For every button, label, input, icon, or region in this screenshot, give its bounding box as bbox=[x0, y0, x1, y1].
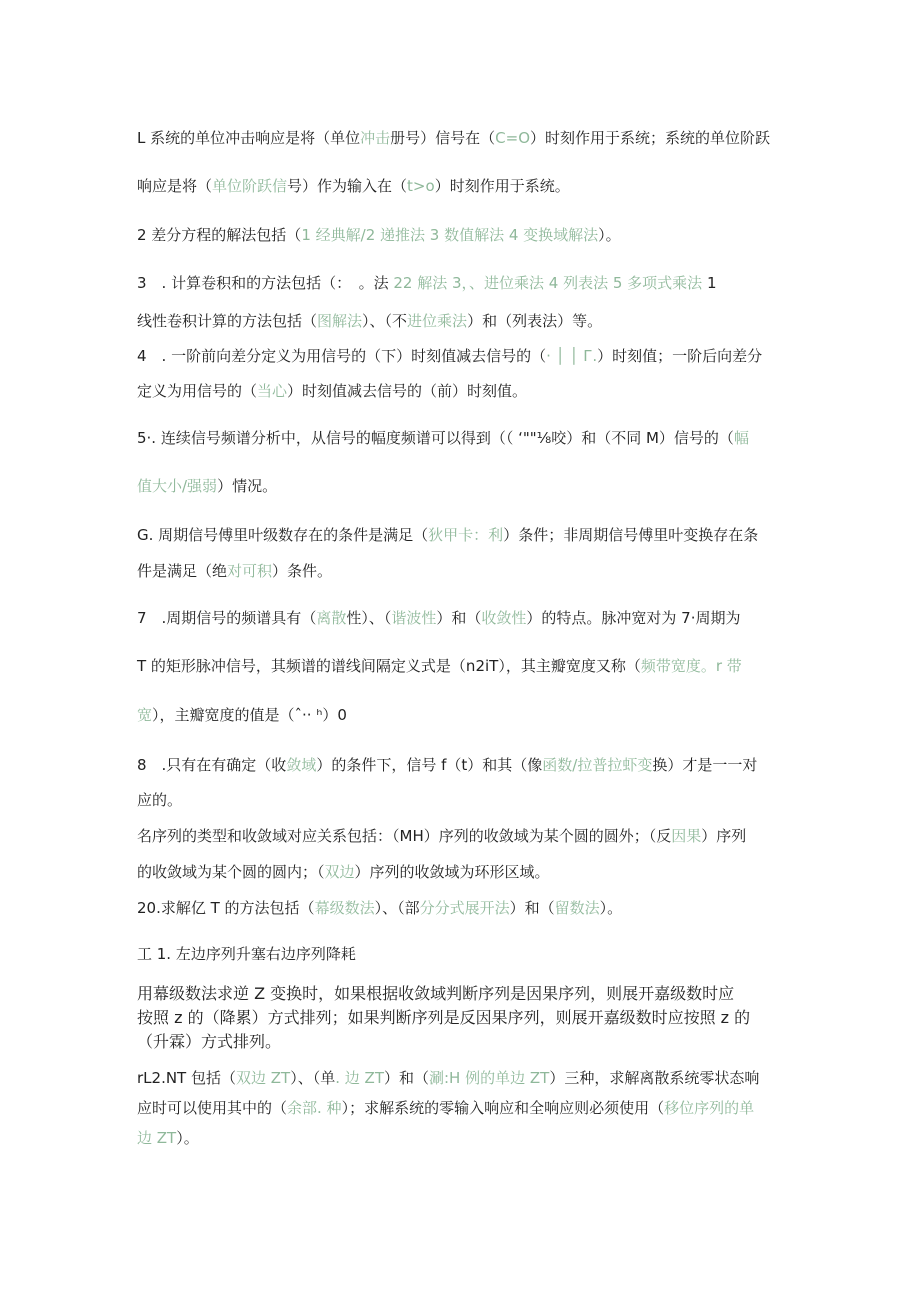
question-text: ）情况。 bbox=[217, 477, 278, 495]
answer-text: 幕级数法 bbox=[314, 899, 375, 917]
question-text: T 的矩形脉冲信号，其频谱的谱线间隔定义式是（n2iT），其主瓣宽度又称（ bbox=[137, 657, 641, 675]
text-line bbox=[137, 755, 757, 775]
question-text: 应时可以使用其中的（ bbox=[137, 1099, 288, 1117]
answer-text: 函数/拉普拉虾变 bbox=[542, 756, 653, 774]
text-line bbox=[137, 790, 182, 810]
answer-text: t>o bbox=[407, 177, 435, 195]
answer-text: 离散 bbox=[316, 609, 347, 627]
question-text: ）和（列表法）等。 bbox=[467, 312, 603, 330]
question-text: ）；求解系统的零输入响应和全响应则必须使用（ bbox=[341, 1099, 665, 1117]
text-line bbox=[137, 862, 550, 882]
question-text: 7 .周期信号的频谱具有（ bbox=[137, 609, 317, 627]
question-text: 3 . 计算卷积和的方法包括（： 。法 bbox=[137, 274, 394, 292]
answer-text: 值大小/强弱 bbox=[137, 477, 218, 495]
text-line bbox=[137, 311, 602, 331]
question-text: ）三种，求解离散系统零状态响 bbox=[549, 1069, 760, 1087]
question-text: 性）、（ bbox=[346, 609, 392, 627]
text-line bbox=[137, 1068, 759, 1088]
question-text: ）条件。 bbox=[272, 562, 333, 580]
question-text: ）序列 bbox=[701, 827, 747, 845]
text-line bbox=[137, 705, 347, 725]
question-text: 响应是将（ bbox=[137, 177, 213, 195]
answer-text: 当心 bbox=[257, 382, 288, 400]
text-line bbox=[137, 525, 758, 545]
question-text: ）时刻值减去信号的（前）时刻值。 bbox=[287, 382, 528, 400]
question-text: 线性卷积计算的方法包括（ bbox=[137, 312, 318, 330]
text-line bbox=[137, 1007, 750, 1029]
question-text: 号）作为输入在（ bbox=[287, 177, 408, 195]
answer-text: 收敛性 bbox=[481, 609, 527, 627]
answer-text: 1 经典解/2 递推法 3 数值解法 4 变换域解法 bbox=[301, 226, 599, 244]
answer-text: 谐波性 bbox=[391, 609, 437, 627]
question-text: 4 . 一阶前向差分定义为用信号的（下）时刻值减去信号的（ bbox=[137, 347, 547, 365]
text-line bbox=[137, 1031, 281, 1053]
question-text: ）、（单 bbox=[290, 1069, 336, 1087]
text-line bbox=[137, 826, 746, 846]
question-text: 2 差分方程的解法包括（ bbox=[137, 226, 302, 244]
question-text: ）。 bbox=[176, 1129, 199, 1147]
answer-text: 幅 bbox=[733, 429, 749, 447]
question-text: ）和（ bbox=[509, 899, 555, 917]
text-line bbox=[137, 898, 622, 918]
text-line bbox=[137, 428, 749, 448]
question-text: ）。 bbox=[599, 899, 623, 917]
answer-text: 留数法 bbox=[554, 899, 600, 917]
text-line bbox=[137, 1098, 754, 1118]
answer-text: 22 解法 3，、进位乘法 4 列表法 5 多项式乘法 bbox=[393, 274, 703, 292]
answer-text: . 边 ZT bbox=[335, 1069, 384, 1087]
question-text: ）、（部 bbox=[374, 899, 420, 917]
text-line bbox=[137, 608, 741, 628]
answer-text: · │ │ Г. bbox=[546, 347, 598, 365]
question-text: ）和（ bbox=[436, 609, 482, 627]
answer-text: 狄甲卡：利 bbox=[428, 526, 504, 544]
answer-text: 图解法 bbox=[317, 312, 363, 330]
question-text: 8 .只有在有确定（收 bbox=[137, 756, 287, 774]
answer-text: 余部. 种 bbox=[287, 1099, 342, 1117]
question-text: ）序列的收敛域为环形区域。 bbox=[354, 863, 550, 881]
text-line bbox=[137, 656, 742, 676]
answer-text: 对可积 bbox=[227, 562, 273, 580]
question-text: 5·. 连续信号频谱分析中，从信号的幅度频谱可以得到（（ ‘""⅛咬）和（不同 M）信号的（ bbox=[137, 429, 734, 447]
text-line bbox=[137, 476, 277, 496]
text-line bbox=[137, 944, 356, 964]
answer-text: 冲击 bbox=[360, 129, 391, 147]
question-text: 应的。 bbox=[137, 791, 183, 809]
question-text: 换）才是一一对 bbox=[652, 756, 758, 774]
text-line bbox=[137, 983, 734, 1005]
question-text: 的收敛域为某个圆的圆内；（ bbox=[137, 863, 325, 881]
question-text: rL2.NT 包括（ bbox=[137, 1069, 236, 1087]
answer-text: 边 ZT bbox=[137, 1129, 177, 1147]
question-text: ）和（ bbox=[383, 1069, 429, 1087]
answer-text: 移位序列的单 bbox=[664, 1099, 755, 1117]
question-text: 按照 z 的（降累）方式排列；如果判断序列是反因果序列，则展开嘉级数时应按照 z 的 bbox=[137, 1008, 751, 1027]
question-text: ）的特点。脉冲宽对为 7·周期为 bbox=[526, 609, 741, 627]
question-text: ）时刻值；一阶后向差分 bbox=[597, 347, 763, 365]
answer-text: 涮:H 例的单边 ZT bbox=[429, 1069, 550, 1087]
question-text: ），主瓣宽度的值是（ˆ·· ʰ）0 bbox=[152, 706, 347, 724]
question-text: L 系统的单位冲击响应是将（单位 bbox=[137, 129, 361, 147]
answer-text: 进位乘法 bbox=[407, 312, 468, 330]
answer-text: 双边 ZT bbox=[236, 1069, 291, 1087]
text-line bbox=[137, 225, 621, 245]
text-line bbox=[137, 381, 527, 401]
question-text: 1 bbox=[702, 274, 717, 292]
answer-text: C=O bbox=[495, 129, 531, 147]
text-line bbox=[137, 273, 717, 293]
question-text: ）。 bbox=[598, 226, 621, 244]
question-text: 工 1. 左边序列升塞右边序列降耗 bbox=[137, 945, 356, 963]
question-text: ）时刻作用于系统。 bbox=[434, 177, 570, 195]
text-line bbox=[137, 176, 570, 196]
answer-text: 敛域 bbox=[286, 756, 317, 774]
question-text: 件是满足（绝 bbox=[137, 562, 228, 580]
answer-text: 因果 bbox=[671, 827, 702, 845]
answer-text: 双边 bbox=[324, 863, 355, 881]
answer-text: 频带宽度。r 带 bbox=[640, 657, 742, 675]
question-text: （升霖）方式排列。 bbox=[137, 1032, 282, 1051]
text-line bbox=[137, 128, 770, 148]
question-text: ）的条件下，信号 f（t）和其（像 bbox=[316, 756, 543, 774]
question-text: ）条件；非周期信号傅里叶变换存在条 bbox=[503, 526, 759, 544]
text-line bbox=[137, 1128, 199, 1148]
question-text: 20.求解亿 T 的方法包括（ bbox=[137, 899, 315, 917]
question-text: 名序列的类型和收敛域对应关系包括：（MH）序列的收敛域为某个圆的圆外；（反 bbox=[137, 827, 672, 845]
answer-text: 单位阶跃信 bbox=[212, 177, 288, 195]
text-line bbox=[137, 346, 762, 366]
question-text: 定义为用信号的（ bbox=[137, 382, 258, 400]
question-text: 用幕级数法求逆 Z 变换时，如果根据收敛域判断序列是因果序列，则展开嘉级数时应 bbox=[137, 984, 735, 1003]
question-text: ）、（不 bbox=[362, 312, 408, 330]
question-text: ）时刻作用于系统；系统的单位阶跃 bbox=[530, 129, 771, 147]
answer-text: 宽 bbox=[137, 706, 153, 724]
question-text: 册号）信号在（ bbox=[390, 129, 496, 147]
text-line bbox=[137, 561, 332, 581]
answer-text: 分分式展开法 bbox=[419, 899, 510, 917]
question-text: G. 周期信号傅里叶级数存在的条件是满足（ bbox=[137, 526, 429, 544]
